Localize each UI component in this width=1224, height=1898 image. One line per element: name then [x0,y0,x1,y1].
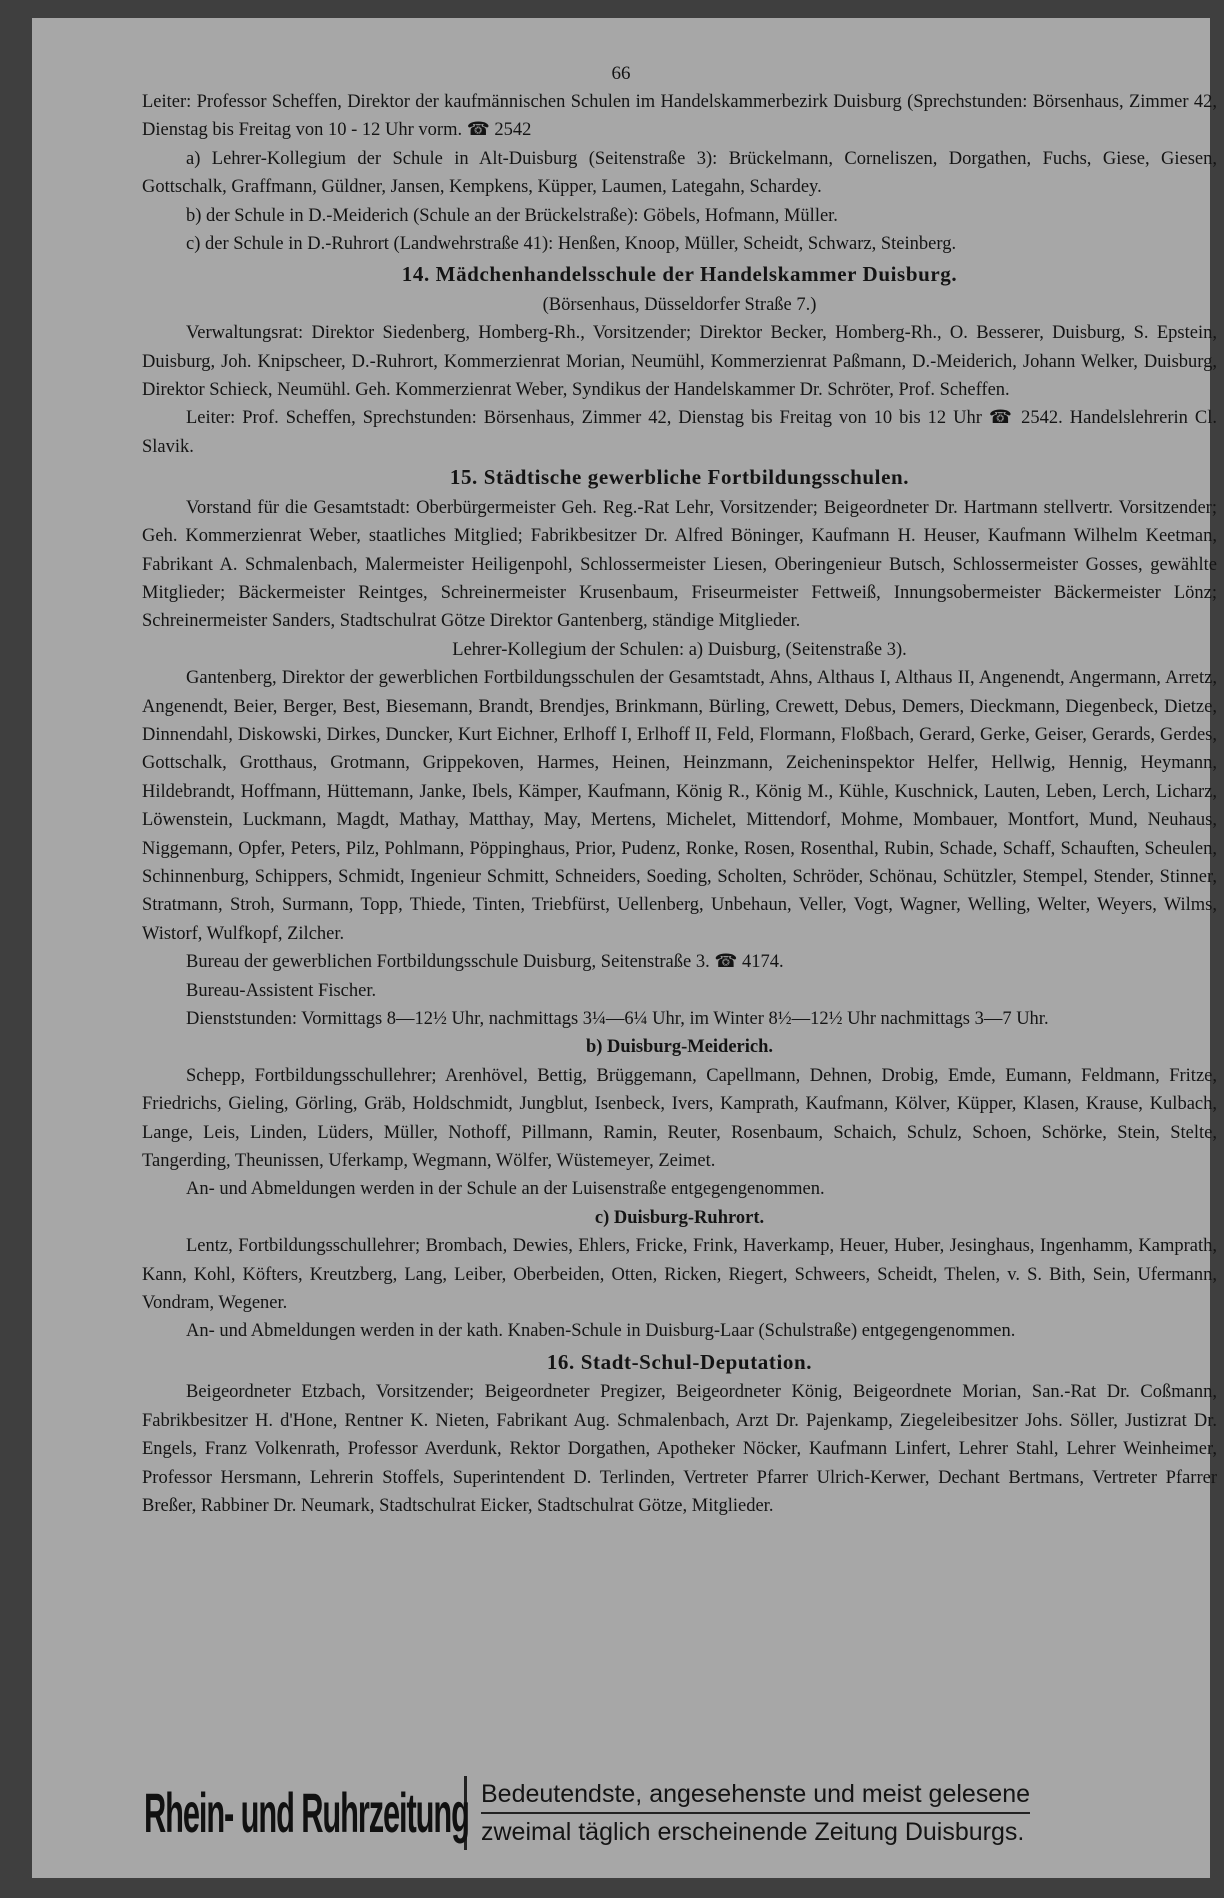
ad-line-2: zweimal täglich erscheinende Zeitung Duisburgs. [481,1818,1025,1846]
ad-logo: Rhein- und Ruhrzeitung [144,1780,469,1844]
paragraph: An- und Abmeldungen werden in der Schule an der Luisenstraße entgegengenommen. [186,1179,825,1200]
paragraph: Bureau der gewerblichen Fortbildungsschule Duisburg, Seitenstraße 3. ☎ 4174. [186,952,784,973]
newspaper-advertisement [144,1770,1219,1856]
paragraph: Lehrer-Kollegium der Schulen: a) Duisburg, (Seitenstraße 3). [452,639,907,660]
paragraph: b) der Schule in D.-Meiderich (Schule an der Brückelstraße): Göbels, Hofmann, Müller. [186,205,838,226]
paragraph: Beigeordneter Etzbach, Vorsitzender; Beigeordneter Pregizer, Beigeordneter König, Beigeordnete Morian, San.-Rat Dr. Coßmann, Fabrikbesitzer H. d'Hone, Rentner K. Nieten, Fabrikant Aug. Schmalenbach, Arzt Dr. Pajenkamp, Ziegeleibesitzer Johs. Söller, Justizrat Dr. Engels, Franz Volkenrath, Professor Averdunk, Rektor Dorgathen, Apotheker Nöcker, Kaufmann Linfert, Lehrer Stahl, Lehrer Weinheimer, Professor Hersmann, Lehrerin Stoffels, Superintendent D. Terlinden, Vertreter Pfarrer Ulrich-Kerwer, Dechant Bertmans, Vertreter Pfarrer Breßer, Rabbiner Dr. Neumark, Stadtschulrat Eicker, Stadtschulrat Götze, Mitglieder. [142,1382,1217,1516]
paragraph: b) Duisburg-Meiderich. [585,1037,774,1058]
paragraph: a) Lehrer-Kollegium der Schule in Alt-Duisburg (Seitenstraße 3): Brückelmann, Corneliszen, Dorgathen, Fuchs, Giese, Giesen, Gottschalk, Graffmann, Güldner, Jansen, Kempkens, Küpper, Laumen, Lategahn, Schardey. [142,148,1217,198]
paragraph: c) der Schule in D.-Ruhrort (Landwehrstraße 41): Henßen, Knoop, Müller, Scheidt, Schwarz, Steinberg. [186,234,957,255]
paragraph: Vorstand für die Gesamtstadt: Oberbürgermeister Geh. Reg.-Rat Lehr, Vorsitzender; Beigeordneter Dr. Hartmann stellvertr. Vorsitzender; Geh. Kommerzienrat Weber, staatliches Mitglied; Fabrikbesitzer Dr. Alfred Böninger, Kaufmann H. Heuser, Kaufmann Wilhelm Keetman, Fabrikant A. Schmalenbach, Malermeister Heiligenpohl, Schlossermeister Liesen, Oberingenieur Butsch, Schlossermeister Gosses, gewählte Mitglieder; Bäckermeister Reintges, Schreinermeister Krusenbaum, Friseurmeister Fettweiß, Innungsobermeister Bäckermeister Lönz; Schreinermeister Sanders, Stadtschulrat Götze Direktor Gantenberg, ständige Mitglieder. [142,497,1217,632]
ad-line-1: Bedeutendste, angesehenste und meist gelesene [481,1776,1030,1814]
paragraph: Dienststunden: Vormittags 8—12½ Uhr, nachmittags 3¼—6¼ Uhr, im Winter 8½—12½ Uhr nachmittags 3—7 Uhr. [186,1009,1049,1029]
paragraph: Bureau-Assistent Fischer. [186,980,377,1001]
paragraph: Gantenberg, Direktor der gewerblichen Fortbildungsschulen der Gesamtstadt, Ahns, Althaus I, Althaus II, Angenendt, Angermann, Arretz, Angenendt, Beier, Berger, Best, Biesemann, Brandt, Brendjes, Brinkmann, Bürling, Crewett, Debus, Demers, Dieckmann, Diegenbeck, Dietze, Dinnendahl, Diskowski, Dirkes, Duncker, Kurt Eichner, Erlhoff I, Erlhoff II, Feld, Flormann, Floßbach, Gerard, Gerke, Geiser, Gerards, Gerdes, Gottschalk, Grotthaus, Grotmann, Grippekoven, Harmes, Heinen, Heinzmann, Zeicheninspektor Helfer, Hellwig, Hennig, Heymann, Hildebrandt, Hoffmann, Hüttemann, Janke, Ibels, Kämper, Kaufmann, König R., König M., Kühle, Kuschnick, Lauten, Leben, Lerch, Licharz, Löwenstein, Luckmann, Magdt, Mathay, Matthay, May, Mertens, Michelet, Mittendorf, Mohme, Mombauer, Montfort, Mund, Neuhaus, Niggemann, Opfer, Peters, Pilz, Pohlmann, Pöppinghaus, Prior, Pudenz, Ronke, Rosen, Rosenthal, Rubin, Schade, Schaff, Schauften, Scheulen, Schinnenburg, Schippers, Schmidt, Ingenieur Schmitt, Schneiders, Soeding, Scholten, Schröder, Schönau, Schützler, Stempel, Stender, Stinner, Stratmann, Stroh, Surmann, Topp, Thiede, Tinten, Triebfürst, Uellenberg, Unbehaun, Veller, Vogt, Wagner, Welling, Welter, Weyers, Wilms, Wistorf, Wulfkopf, Zilcher. [142,668,1217,944]
section-heading: 15. Städtische gewerbliche Fortbildungsschulen. [449,465,910,490]
section-heading: 14. Mädchenhandelsschule der Handelskammer Duisburg. [401,262,958,287]
paragraph: Lentz, Fortbildungsschullehrer; Brombach, Dewies, Ehlers, Fricke, Frink, Haverkamp, Heuer, Huber, Jesinghaus, Ingenhamm, Kamprath, Kann, Kohl, Köfters, Kreutzberg, Lang, Leiber, Oberbeiden, Otten, Ricken, Riegert, Schweers, Scheidt, Thelen, v. S. Bith, Sein, Ufermann, Vondram, Wegener. [142,1236,1217,1314]
document-page [32,18,1217,1878]
paragraph: An- und Abmeldungen werden in der kath. Knaben-Schule in Duisburg-Laar (Schulstraße) entgegengenommen. [186,1321,1016,1342]
ad-text [464,1776,1030,1850]
paragraph: (Börsenhaus, Düsseldorfer Straße 7.) [542,294,817,315]
section-heading: 16. Stadt-Schul-Deputation. [546,1349,813,1374]
document-text [142,88,1217,1520]
paragraph: Schepp, Fortbildungsschullehrer; Arenhövel, Bettig, Brüggemann, Capellmann, Dehnen, Drobig, Emde, Eumann, Feldmann, Fritze, Friedrichs, Gieling, Görling, Gräb, Holdschmidt, Jungblut, Isenbeck, Ivers, Kamprath, Kaufmann, Kölver, Küpper, Klasen, Krause, Kulbach, Lange, Leis, Linden, Lüders, Müller, Nothoff, Pillmann, Ramin, Reuter, Rosenbaum, Schaich, Schulz, Schoen, Schörke, Stein, Stelte, Tangerding, Theunissen, Uferkamp, Wegmann, Wölfer, Wüstemeyer, Zeimet. [142,1065,1217,1172]
paragraph: Leiter: Prof. Scheffen, Sprechstunden: Börsenhaus, Zimmer 42, Dienstag bis Freitag von 10 bis 12 Uhr ☎ 2542. Handelslehrerin Cl. Slavik. [142,408,1217,457]
page-number: 66 [611,63,631,84]
paragraph: c) Duisburg-Ruhrort. [594,1207,765,1228]
paragraph: Leiter: Professor Scheffen, Direktor der kaufmännischen Schulen im Handelskammerbezirk Duisburg (Sprechstunden: Börsenhaus, Zimmer 42, Dienstag bis Freitag von 10 - 12 Uhr vorm. ☎ 2542 [142,92,1217,141]
paragraph: Verwaltungsrat: Direktor Siedenberg, Homberg-Rh., Vorsitzender; Direktor Becker, Homberg-Rh., O. Besserer, Duisburg, S. Epstein, Duisburg, Joh. Knipscheer, D.-Ruhrort, Kommerzienrat Morian, Neumühl, Kommerzienrat Paßmann, D.-Meiderich, Johann Welker, Duisburg, Direktor Schieck, Neumühl. Geh. Kommerzienrat Weber, Syndikus der Handelskammer Dr. Schröter, Prof. Scheffen. [142,323,1217,401]
